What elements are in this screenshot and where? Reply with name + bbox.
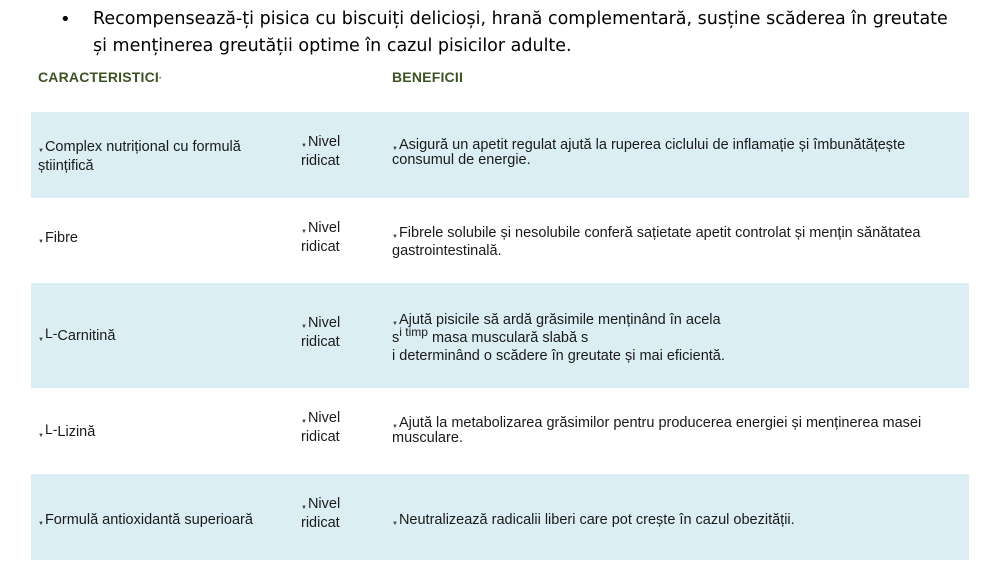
header-benefits: BENEFICII <box>392 69 464 85</box>
triangle-marker-icon: ▼ <box>392 521 398 527</box>
benefit-text: s <box>392 330 400 346</box>
level-text: Nivel <box>307 315 341 331</box>
level-text: ridicat <box>301 239 340 255</box>
triangle-marker-icon: ▼ <box>392 424 398 430</box>
triangle-marker-icon: ▼ <box>392 321 398 327</box>
feature-cell <box>38 327 288 346</box>
table-row <box>31 474 969 560</box>
table-row <box>31 388 969 474</box>
triangle-marker-icon: ▼ <box>301 505 307 511</box>
triangle-marker-icon: ▼ <box>38 433 44 439</box>
level-text: Nivel <box>307 134 341 150</box>
triangle-marker-icon: ▼ <box>38 521 44 527</box>
table-row <box>31 112 969 198</box>
feature-text: Complex nutrițional cu formulă științifică <box>38 139 241 174</box>
level-text: Nivel <box>307 220 341 236</box>
triangle-marker-icon: ▼ <box>392 146 398 152</box>
level-text: ridicat <box>301 515 340 531</box>
benefit-text: Neutralizează radicalii liberi care pot crește în cazul obezității. <box>398 512 795 528</box>
header-characteristics-label: CARACTERISTICI <box>38 69 160 85</box>
header-marker-icon: ▪ <box>159 75 162 82</box>
triangle-marker-icon: ▼ <box>38 337 44 343</box>
triangle-marker-icon: ▼ <box>38 148 44 154</box>
level-cell <box>301 219 391 257</box>
benefit-cell <box>392 138 967 168</box>
feature-text: Carnitină <box>57 328 116 344</box>
benefit-text: Asigură un apetit regulat ajută la ruperea ciclului de inflamație și îmbunătățește consumul de energie. <box>392 137 906 168</box>
triangle-marker-icon: ▼ <box>301 229 307 235</box>
benefit-cell <box>392 224 967 260</box>
benefit-text: masa musculară slabă s <box>427 330 589 346</box>
intro-text: Recompensează-ți pisica cu biscuiți delicioși, hrană complementară, susține scăderea în greutate și menținerea greutății optime în cazul pisicilor adulte. <box>93 9 948 56</box>
level-text: ridicat <box>301 429 340 445</box>
benefit-cell <box>392 511 967 530</box>
feature-text: Fibre <box>44 230 78 246</box>
table-row <box>31 283 969 388</box>
feature-cell <box>38 138 288 176</box>
benefit-text: Fibrele solubile și nesolubile conferă sațietate apetit controlat și mențin sănătatea gastrointestinală. <box>392 225 921 259</box>
triangle-marker-icon: ▼ <box>392 234 398 240</box>
header-characteristics <box>38 69 161 85</box>
bullet-dot: • <box>60 9 71 30</box>
feature-prefix: L- <box>44 325 58 341</box>
feature-cell <box>38 229 288 248</box>
benefit-text: i determinând o scădere în greutate și mai eficientă. <box>392 348 725 364</box>
feature-prefix: L- <box>44 421 58 437</box>
level-text: Nivel <box>307 496 341 512</box>
feature-text: Formulă antioxidantă superioară <box>44 512 253 528</box>
level-cell <box>301 133 391 171</box>
feature-cell <box>38 423 288 442</box>
benefit-superscript: i timp <box>399 325 428 339</box>
benefit-text: Ajută pisicile să ardă grăsimile menținând în acela <box>398 312 721 328</box>
benefit-cell <box>392 311 967 365</box>
table-row <box>31 198 969 283</box>
benefit-cell <box>392 416 967 446</box>
level-cell <box>301 495 391 533</box>
feature-text: Lizină <box>57 424 96 440</box>
benefit-text: Ajută la metabolizarea grăsimilor pentru producerea energiei și menținerea masei musculare. <box>392 415 922 446</box>
triangle-marker-icon: ▼ <box>301 143 307 149</box>
level-text: Nivel <box>307 410 341 426</box>
level-text: ridicat <box>301 334 340 350</box>
level-cell <box>301 314 391 352</box>
feature-cell <box>38 511 288 530</box>
triangle-marker-icon: ▼ <box>38 239 44 245</box>
triangle-marker-icon: ▼ <box>301 419 307 425</box>
triangle-marker-icon: ▼ <box>301 324 307 330</box>
level-cell <box>301 409 391 447</box>
level-text: ridicat <box>301 153 340 169</box>
